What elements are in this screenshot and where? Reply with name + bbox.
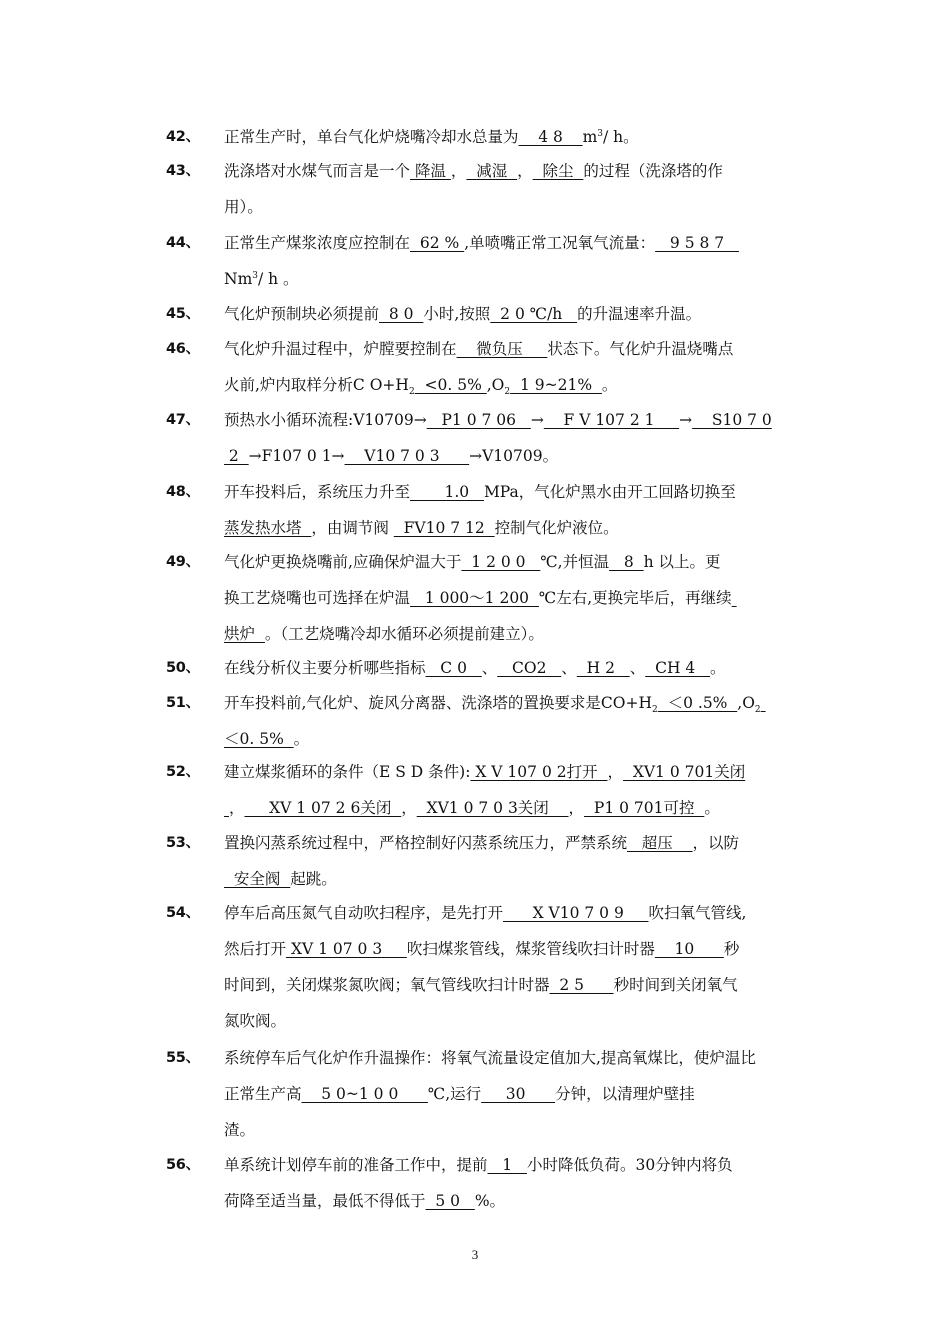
question-number: 46、 bbox=[166, 341, 200, 357]
question-text-line: 洗涤塔对水煤气而言是一个 降温 ， 减湿 ， 除尘 的过程（洗涤塔的作 bbox=[224, 162, 723, 180]
question-text-line: 预热水小循环流程:V10709→ P1 0 7 06 → F V 107 2 1 → S10 7 0 bbox=[224, 411, 772, 429]
answer-blank: 1 2 0 0 bbox=[461, 553, 541, 571]
answer-blank: FV10 7 12 bbox=[393, 519, 495, 537]
question-number: 44、 bbox=[166, 235, 200, 251]
question-number: 53、 bbox=[166, 835, 200, 851]
answer-blank: S10 7 0 bbox=[692, 411, 772, 429]
answer-blank: XV1 0 7 0 3关闭 bbox=[416, 799, 569, 817]
answer-blank: 微负压 bbox=[456, 340, 548, 358]
question-number: 54、 bbox=[166, 905, 200, 921]
question-text-line: 换工艺烧嘴也可选择在炉温 1 000～1 200 ℃左右,更换完毕后，再继续 bbox=[224, 580, 808, 616]
answer-blank: P1 0 701可控 bbox=[584, 799, 705, 817]
question-number: 51、 bbox=[166, 695, 200, 711]
answer-blank: P1 0 7 06 bbox=[426, 411, 531, 429]
question-text-line: 单系统计划停车前的准备工作中，提前 1 小时降低负荷。30分钟内将负 bbox=[224, 1156, 733, 1174]
question-text-line: 气化炉升温过程中，炉膛要控制在 微负压 状态下。气化炉升温烧嘴点 bbox=[224, 340, 734, 358]
answer-blank: X V 107 0 2打开 bbox=[470, 763, 608, 781]
answer-blank: H 2 bbox=[576, 659, 630, 677]
answer-blank: X V10 7 0 9 bbox=[503, 904, 649, 922]
answer-blank bbox=[761, 694, 766, 712]
answer-blank: 2 0 ℃/h bbox=[490, 305, 578, 323]
answer-blank: XV1 0 701关闭 bbox=[622, 763, 746, 781]
answer-blank: CO2 bbox=[497, 659, 562, 677]
answer-blank: C 0 bbox=[425, 659, 482, 677]
answer-blank: ＜0. 5% bbox=[224, 730, 294, 748]
answer-blank: 30 bbox=[481, 1085, 556, 1103]
question-text-line: 停车后高压氮气自动吹扫程序，是先打开 X V10 7 0 9 吹扫氧气管线, bbox=[224, 904, 747, 922]
answer-blank: 超压 bbox=[627, 834, 693, 852]
answer-blank: 5 0~1 0 0 bbox=[301, 1085, 428, 1103]
page-number: 3 bbox=[471, 1247, 479, 1262]
question-number: 56、 bbox=[166, 1157, 200, 1173]
answer-blank: ＜0 .5% bbox=[657, 694, 738, 712]
answer-blank: F V 107 2 1 bbox=[543, 411, 680, 429]
question-text-line: ＜0. 5% 。 bbox=[224, 730, 310, 748]
answer-blank: 10 bbox=[654, 940, 724, 958]
answer-blank: V10 7 0 3 bbox=[344, 447, 470, 465]
answer-blank: 1 000～1 200 bbox=[410, 589, 539, 607]
answer-blank: 除尘 bbox=[532, 162, 584, 180]
question-text-line: 正常生产高 5 0~1 0 0 ℃,运行 30 分钟，以清理炉壁挂 bbox=[224, 1085, 695, 1103]
question-text-line: 开车投料前,气化炉、旋风分离器、洗涤塔的置换要求是$CO+H_2 <0$ .5% $,O_2$ bbox=[224, 685, 808, 721]
answer-blank: 5 0 bbox=[425, 1192, 475, 1210]
question-number: 48、 bbox=[166, 484, 200, 500]
question-number: 55、 bbox=[166, 1050, 200, 1066]
answer-blank: 9 5 8 7 bbox=[655, 234, 739, 252]
question-text-line: 时间到，关闭煤浆氮吹阀；氧气管线吹扫计时器 2 5 秒时间到关闭氧气 bbox=[224, 976, 738, 994]
answer-blank: 1 9~21% bbox=[510, 376, 602, 394]
answer-blank: <0. 5% bbox=[414, 376, 487, 394]
question-text-line: 正常生产煤浆浓度应控制在 62 % ,单喷嘴正常工况氧气流量： 9 5 8 7 bbox=[224, 234, 739, 252]
question-text-line: 荷降至适当量，最低不得低于 5 0 %。 bbox=[224, 1192, 506, 1210]
answer-blank: 8 bbox=[609, 553, 644, 571]
question-text-line: 火前,炉内取样分析C $O+H_2 <0$. 5% $,O_2$ 1 9~21% 。 bbox=[224, 376, 618, 398]
answer-blank bbox=[732, 589, 737, 607]
question-text-line: 氮吹阀。 bbox=[224, 1012, 287, 1030]
question-text-line: 气化炉预制块必须提前 8 0 小时,按照 2 0 ℃/h 的升温速率升温。 bbox=[224, 305, 702, 323]
answer-blank: 减湿 bbox=[466, 162, 518, 180]
question-text-line: 用）。 bbox=[224, 198, 263, 216]
answer-blank: XV 1 07 2 6关闭 bbox=[244, 799, 402, 817]
question-number: 47、 bbox=[166, 412, 200, 428]
question-text-line: 然后打开 XV 1 07 0 3 吹扫煤浆管线，煤浆管线吹扫计时器 10 秒 bbox=[224, 940, 740, 958]
question-text-line: 2 →F107 0 1→ V10 7 0 3 →V10709。 bbox=[224, 447, 559, 465]
question-text-line: 置换闪蒸系统过程中，严格控制好闪蒸系统压力，严禁系统 超压 ，以防 bbox=[224, 834, 740, 852]
question-text-line: 安全阀 起跳。 bbox=[224, 870, 337, 888]
question-number: 49、 bbox=[166, 554, 200, 570]
answer-blank: 烘炉 bbox=[224, 625, 265, 643]
question-number: 45、 bbox=[166, 306, 200, 322]
answer-blank: 降温 bbox=[410, 162, 451, 180]
question-text-line: 正常生产时，单台气化炉烧嘴冷却水总量为 4 8 $m^3/$ h。 bbox=[224, 128, 639, 146]
question-number: 50、 bbox=[166, 660, 200, 676]
answer-blank: 62 % bbox=[410, 234, 465, 252]
answer-blank: 2 5 bbox=[549, 976, 614, 994]
answer-blank: 1 bbox=[487, 1156, 527, 1174]
question-text-line: ， XV 1 07 2 6关闭 ， XV1 0 7 0 3关闭 ， P1 0 701可控 。 bbox=[224, 790, 808, 826]
question-text-line: 建立煤浆循环的条件（E S D 条件): X V 107 0 2打开 ， XV1 0 701关闭 bbox=[224, 763, 746, 781]
question-text-line: 气化炉更换烧嘴前,应确保炉温大于 1 2 0 0 ℃,并恒温 8 h 以上。更 bbox=[224, 553, 721, 571]
question-number: 52、 bbox=[166, 764, 200, 780]
question-number: 42、 bbox=[166, 129, 200, 145]
answer-blank: 2 bbox=[224, 447, 249, 465]
answer-blank: 蒸发热水塔 bbox=[224, 519, 312, 537]
question-text-line: 蒸发热水塔 ，由调节阀 FV10 7 12 控制气化炉液位。 bbox=[224, 519, 619, 537]
question-number: 43、 bbox=[166, 163, 200, 179]
question-text-line: Nm$^3$/ h 。 bbox=[224, 270, 299, 288]
answer-blank: 8 0 bbox=[379, 305, 424, 323]
question-text-line: 渣。 bbox=[224, 1121, 256, 1139]
answer-blank: 安全阀 bbox=[224, 870, 291, 888]
question-text-line: 系统停车后气化炉作升温操作：将氧气流量设定值加大,提高氧煤比，使炉温比 bbox=[224, 1049, 756, 1067]
question-text-line: 在线分析仪主要分析哪些指标 C 0 、 CO2 、 H 2 、 CH 4 。 bbox=[224, 659, 726, 677]
answer-blank: 1.0 bbox=[410, 483, 484, 501]
question-text-line: 开车投料后，系统压力升至 1.0 MPa，气化炉黑水由开工回路切换至 bbox=[224, 483, 736, 501]
question-text-line: 烘炉 。（工艺烧嘴冷却水循环必须提前建立）。 bbox=[224, 625, 544, 643]
answer-blank: CH 4 bbox=[645, 659, 711, 677]
answer-blank: XV 1 07 0 3 bbox=[286, 940, 407, 958]
answer-blank: 4 8 bbox=[518, 128, 583, 146]
